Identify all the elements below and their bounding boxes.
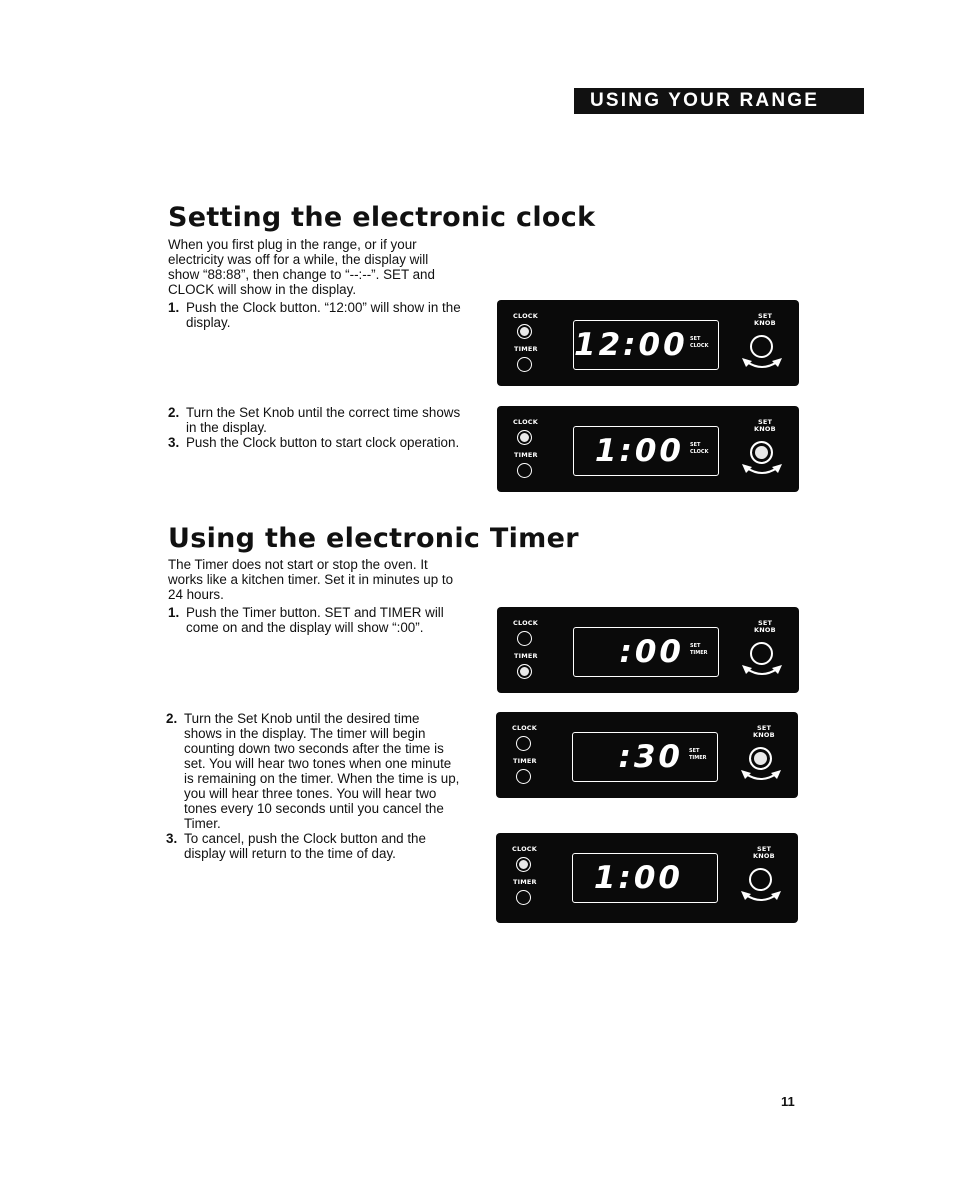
- lcd-digits: 12:00: [574, 327, 688, 363]
- step-item: [166, 831, 476, 861]
- intro-line: works like a kitchen timer. Set it in minutes up to: [168, 572, 454, 587]
- knob-label: KNOB: [754, 319, 776, 327]
- clock-steps-b: [168, 405, 478, 450]
- step-text-line: display will return to the time of day.: [184, 846, 396, 861]
- clock-label: CLOCK: [512, 724, 538, 732]
- step-item: [168, 300, 478, 330]
- intro-line: CLOCK will show in the display.: [168, 282, 357, 297]
- timer-button: [517, 357, 532, 372]
- set-label: SET: [758, 312, 773, 320]
- timer-label: TIMER: [514, 451, 538, 459]
- step-item: [168, 405, 478, 435]
- step-text-line: you will hear three tones. You will hear two: [184, 786, 437, 801]
- step-text-line: To cancel, push the Clock button and the: [184, 831, 426, 846]
- lcd-indicator-mode: CLOCK: [690, 343, 709, 349]
- step-text-line: Turn the Set Knob until the correct time shows: [186, 405, 461, 420]
- step-number: 2.: [168, 405, 180, 420]
- lcd-display: [572, 853, 718, 903]
- knob-label: KNOB: [753, 731, 775, 739]
- rotate-arrow-icon: [741, 663, 783, 681]
- timer-label: TIMER: [514, 652, 538, 660]
- intro-line: The Timer does not start or stop the oven. It: [168, 557, 428, 572]
- intro-line: 24 hours.: [168, 587, 224, 602]
- clock-button: [517, 324, 532, 339]
- set-knob: [750, 642, 773, 665]
- intro-line: electricity was off for a while, the display will: [168, 252, 429, 267]
- clock-label: CLOCK: [513, 619, 539, 627]
- clock-button: [516, 857, 531, 872]
- section-header-bar: [574, 88, 864, 114]
- set-label: SET: [757, 724, 772, 732]
- step-number: 1.: [168, 605, 180, 620]
- lcd-display: [573, 426, 719, 476]
- lcd-indicator-mode: CLOCK: [690, 449, 709, 455]
- clock-section-title: Setting the electronic clock: [168, 202, 596, 233]
- rotate-arrow-icon: [741, 356, 783, 374]
- control-panel-figure: [496, 833, 798, 923]
- rotate-arrow-icon: [740, 768, 782, 786]
- lcd-display: [572, 732, 718, 782]
- step-text-line: come on and the display will show “:00”.: [186, 620, 424, 635]
- step-text-line: counting down two seconds after the time is: [184, 741, 444, 756]
- timer-intro: [168, 557, 468, 602]
- timer-button: [516, 890, 531, 905]
- step-text-line: tones every 10 seconds until you cancel the: [184, 801, 444, 816]
- clock-button: [517, 430, 532, 445]
- step-number: 3.: [168, 435, 180, 450]
- step-text-line: in the display.: [186, 420, 267, 435]
- knob-label: KNOB: [753, 852, 775, 860]
- clock-label: CLOCK: [512, 845, 538, 853]
- lcd-indicator-set: SET: [690, 336, 701, 342]
- clock-label: CLOCK: [513, 418, 539, 426]
- step-item: [168, 435, 478, 450]
- clock-label: CLOCK: [513, 312, 539, 320]
- set-knob: [749, 868, 772, 891]
- step-number: 3.: [166, 831, 178, 846]
- step-item: [166, 711, 476, 831]
- clock-intro: [168, 237, 468, 297]
- set-label: SET: [758, 418, 773, 426]
- clock-button: [516, 736, 531, 751]
- timer-section-title: Using the electronic Timer: [168, 523, 579, 554]
- step-text-line: is remaining on the timer. When the time is up,: [184, 771, 460, 786]
- timer-steps-a: [168, 605, 478, 635]
- intro-line: show “88:88”, then change to “--:--”. SET and: [168, 267, 435, 282]
- set-knob: [750, 441, 773, 464]
- step-item: [168, 605, 478, 635]
- set-knob: [749, 747, 772, 770]
- step-text-line: Push the Timer button. SET and TIMER will: [186, 605, 444, 620]
- rotate-arrow-icon: [740, 889, 782, 907]
- timer-button: [517, 463, 532, 478]
- step-text-line: shows in the display. The timer will begin: [184, 726, 426, 741]
- step-text-line: set. You will hear two tones when one minute: [184, 756, 452, 771]
- lcd-indicator-set: SET: [690, 643, 701, 649]
- lcd-digits: :00: [619, 634, 684, 670]
- knob-label: KNOB: [754, 425, 776, 433]
- lcd-indicator-mode: TIMER: [690, 650, 708, 656]
- clock-button: [517, 631, 532, 646]
- lcd-digits: 1:00: [594, 433, 684, 469]
- control-panel-figure: [497, 300, 799, 386]
- lcd-indicator-set: SET: [689, 748, 700, 754]
- step-number: 2.: [166, 711, 178, 726]
- set-knob: [750, 335, 773, 358]
- lcd-indicator-mode: TIMER: [689, 755, 707, 761]
- rotate-arrow-icon: [741, 462, 783, 480]
- intro-line: When you first plug in the range, or if your: [168, 237, 417, 252]
- step-text-line: Push the Clock button. “12:00” will show in the: [186, 300, 461, 315]
- timer-button: [516, 769, 531, 784]
- control-panel-figure: [496, 712, 798, 798]
- knob-label: KNOB: [754, 626, 776, 634]
- timer-label: TIMER: [513, 878, 537, 886]
- timer-label: TIMER: [513, 757, 537, 765]
- timer-label: TIMER: [514, 345, 538, 353]
- lcd-display: [573, 627, 719, 677]
- section-header-title: USING YOUR RANGE: [590, 90, 820, 111]
- clock-steps-a: [168, 300, 478, 330]
- lcd-digits: :30: [618, 739, 683, 775]
- timer-button: [517, 664, 532, 679]
- lcd-indicator-set: SET: [690, 442, 701, 448]
- lcd-display: [573, 320, 719, 370]
- lcd-digits: 1:00: [593, 860, 683, 896]
- step-number: 1.: [168, 300, 180, 315]
- set-label: SET: [758, 619, 773, 627]
- step-text-line: Turn the Set Knob until the desired time: [184, 711, 420, 726]
- step-text-line: display.: [186, 315, 231, 330]
- control-panel-figure: [497, 607, 799, 693]
- timer-steps-b: [166, 711, 476, 861]
- step-text-line: Push the Clock button to start clock operation.: [186, 435, 460, 450]
- control-panel-figure: [497, 406, 799, 492]
- set-label: SET: [757, 845, 772, 853]
- page-number: 11: [781, 1094, 795, 1109]
- step-text-line: Timer.: [184, 816, 221, 831]
